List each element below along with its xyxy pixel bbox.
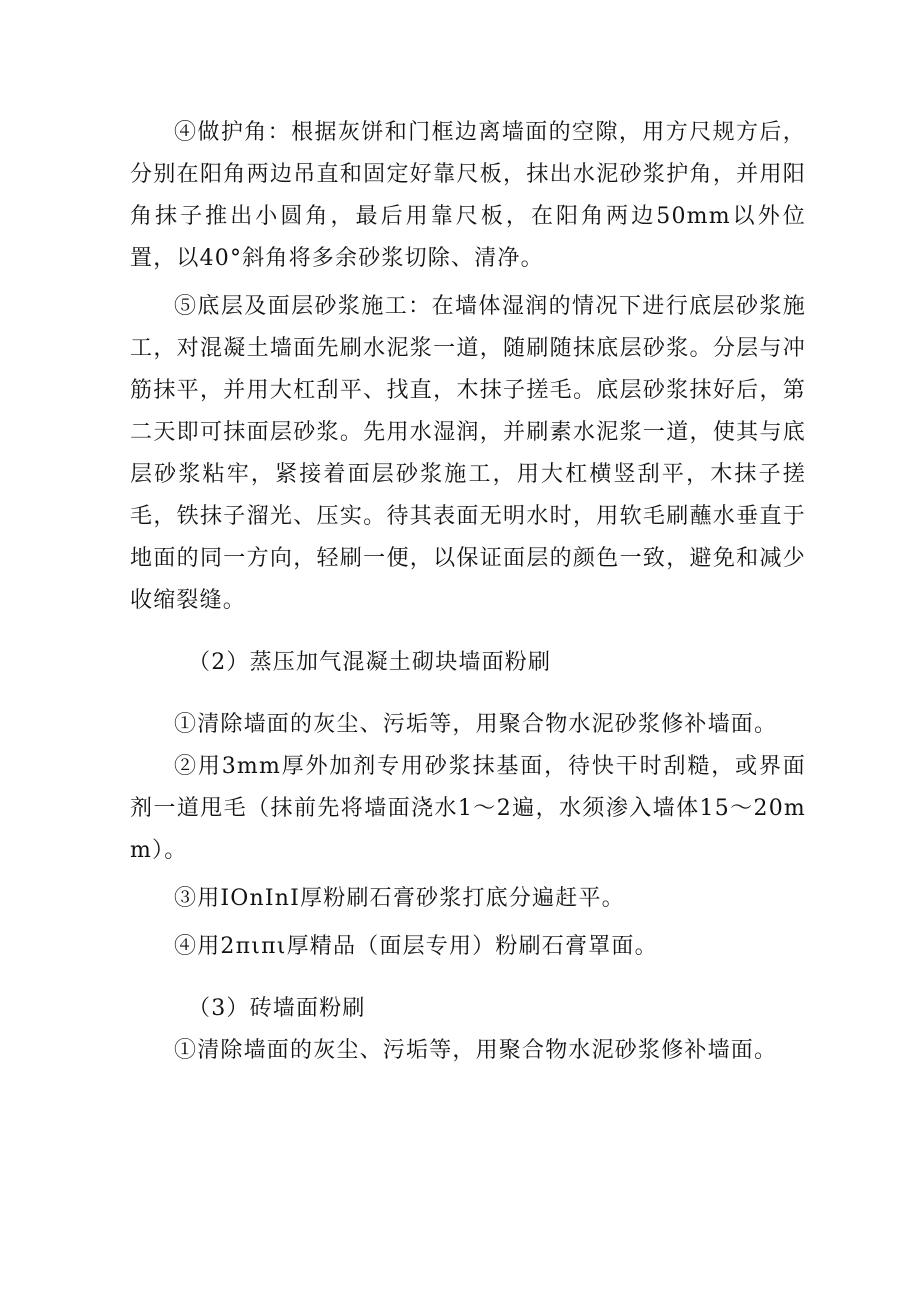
list-item: ④用2πιπι厚精品（面层专用）粉刷石膏罩面。 [174, 934, 658, 959]
list-item: ③用IOnInI厚粉刷石膏砂浆打底分遍赶平。 [174, 886, 625, 911]
paragraph-protective-corner: ④做护角：根据灰饼和门框边离墙面的空隙，用方尺规方后，分别在阳角两边吊直和固定好靠尺板，抹出水泥砂浆护角，并用阳角抹子推出小圆角，最后用靠尺板，在阳角两边50mm以外位置，以40°斜角将多余砂浆切除、清净。 [130, 120, 806, 271]
paragraph-mortar-application: ⑤底层及面层砂浆施工：在墙体湿润的情况下进行底层砂浆施工，对混凝土墙面先刷水泥浆一道，随刷随抹底层砂浆。分层与冲筋抹平，并用大杠刮平、找直，木抹子搓毛。底层砂浆抹好后，第二天即可抹面层砂浆。先用水湿润，并刷素水泥浆一道，使其与底层砂浆粘牢，紧接着面层砂浆施工，用大杠横竖刮平，木抹子搓毛，铁抹子溜光、压实。待其表面无明水时，用软毛刷蘸水垂直于地面的同一方向，轻刷一便，以保证面层的颜色一致，避免和减少收缩裂缝。 [130, 294, 806, 613]
list-item: ②用3mm厚外加剂专用砂浆抹基面，待快干时刮糙，或界面剂一道甩毛（抹前先将墙面浇水1～2遍，水须渗入墙体15～20mm）。 [130, 754, 806, 863]
section-heading-aerated-block: （2）蒸压加气混凝土砌块墙面粉刷 [188, 650, 552, 675]
section-heading-brick-wall: （3）砖墙面粉刷 [188, 996, 366, 1021]
document-body [130, 112, 806, 1072]
list-item: ①清除墙面的灰尘、污垢等，用聚合物水泥砂浆修补墙面。 [174, 1038, 778, 1063]
list-item: ①清除墙面的灰尘、污垢等，用聚合物水泥砂浆修补墙面。 [174, 712, 778, 737]
